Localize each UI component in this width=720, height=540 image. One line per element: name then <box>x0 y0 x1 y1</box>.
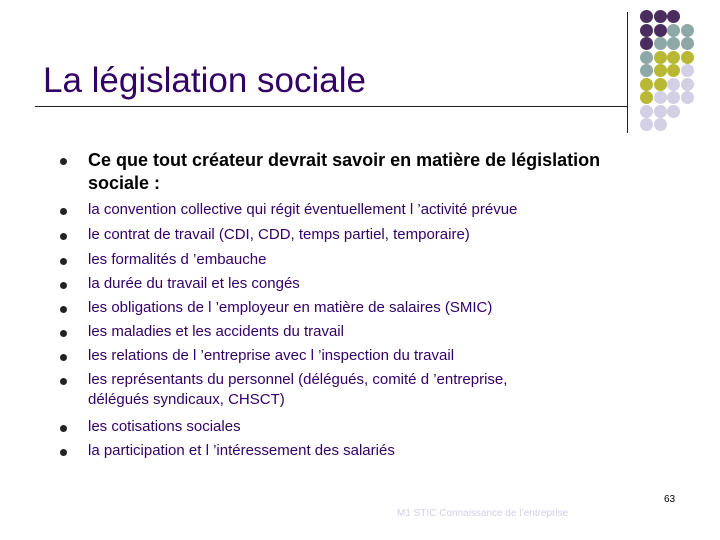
sub-bullet-text: la durée du travail et les congés <box>88 275 300 292</box>
main-bullet-text: sociale : <box>88 173 161 193</box>
bullet-dot <box>60 306 67 313</box>
bullet-dot <box>60 208 67 215</box>
sub-bullet-text: délégués syndicaux, CHSCT) <box>88 391 285 408</box>
bullet-dot <box>60 233 67 240</box>
footer-text: M1 STIC Connaissance de l’entreprise <box>397 508 569 519</box>
bullet-dot <box>60 330 67 337</box>
sub-bullet-text: la convention collective qui régit éventuellement l ’activité prévue <box>88 201 518 218</box>
sub-bullet-text: les relations de l ’entreprise avec l ’inspection du travail <box>88 347 455 364</box>
bullet-dot <box>60 425 67 432</box>
bullet-dot <box>60 158 67 165</box>
sub-bullet-text: les cotisations sociales <box>88 418 241 435</box>
bullet-dot <box>60 282 67 289</box>
main-bullet-text: Ce que tout créateur devrait savoir en matière de législation <box>88 150 601 170</box>
sub-bullet-text: les obligations de l ’employeur en matière de salaires (SMIC) <box>88 299 493 316</box>
page-number: 63 <box>664 494 676 505</box>
sub-bullet-text: les représentants du personnel (délégués, comité d ’entreprise, <box>88 371 508 388</box>
sub-bullet-text: les formalités d ’embauche <box>88 251 267 268</box>
bullet-dot <box>60 378 67 385</box>
sub-bullet-text: la participation et l ’intéressement des salariés <box>88 442 395 459</box>
sub-bullet-text: les maladies et les accidents du travail <box>88 323 344 340</box>
bullet-dot <box>60 258 67 265</box>
slide-title: La législation sociale <box>43 61 366 100</box>
bullet-dot <box>60 449 67 456</box>
sub-bullet-text: le contrat de travail (CDI, CDD, temps partiel, temporaire) <box>88 226 470 243</box>
bullet-dot <box>60 354 67 361</box>
